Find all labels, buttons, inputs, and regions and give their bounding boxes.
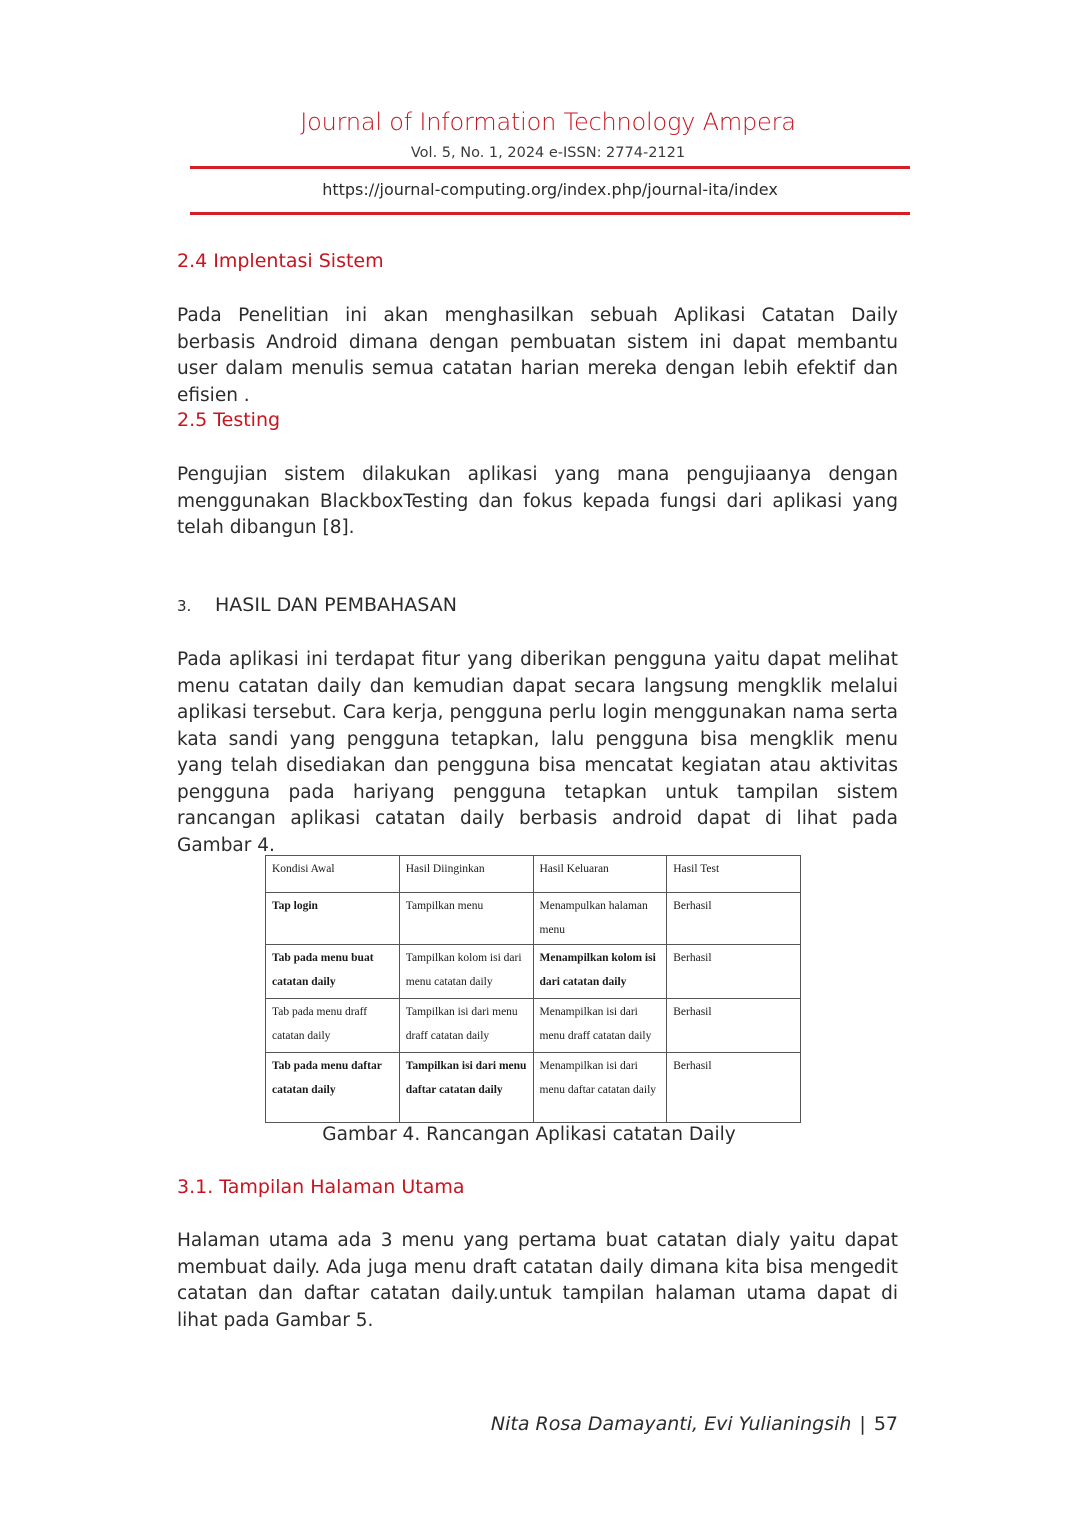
figure-4-table bbox=[265, 855, 801, 1123]
section-3-number: 3. bbox=[177, 597, 192, 615]
table-header-cell: Hasil Keluaran bbox=[533, 856, 667, 893]
table-cell: Menampilkan isi dari menu daftar catatan daily bbox=[533, 1053, 667, 1123]
table-cell: Menampilkan isi dari menu draff catatan daily bbox=[533, 999, 667, 1053]
table-header-cell: Hasil Test bbox=[667, 856, 801, 893]
volume-line: Vol. 5, No. 1, 2024 e-ISSN: 2774-2121 bbox=[410, 145, 686, 161]
table-cell: Berhasil bbox=[667, 1053, 801, 1123]
table-cell: Berhasil bbox=[667, 999, 801, 1053]
journal-title: Journal of Information Technology Ampera bbox=[300, 108, 796, 136]
table-row bbox=[266, 1053, 801, 1123]
table-cell: Tap login bbox=[266, 893, 400, 945]
page-footer bbox=[491, 1413, 898, 1435]
section-3-heading bbox=[177, 594, 457, 616]
section-2-5-text: Pengujian sistem dilakukan aplikasi yang mana pengujiaanya dengan menggunakan BlackboxTesting dan fokus kepada fungsi dari aplikasi yang telah dibangun [8]. bbox=[177, 464, 898, 538]
table-cell: Tampilkan isi dari menu daftar catatan daily bbox=[399, 1053, 533, 1123]
table-cell: Tampilkan kolom isi dari menu catatan daily bbox=[399, 945, 533, 999]
section-3-1-text: Halaman utama ada 3 menu yang pertama buat catatan dialy yaitu dapat membuat daily. Ada juga menu draft catatan daily dimana kita bisa mengedit catatan dan daftar catatan daily.untuk tampilan halaman utama dapat di lihat pada Gambar 5. bbox=[177, 1230, 898, 1331]
header-rule-bottom bbox=[190, 212, 910, 215]
header-rule-top bbox=[190, 166, 910, 169]
table-cell: Menampulkan halaman menu bbox=[533, 893, 667, 945]
figure-4-caption: Gambar 4. Rancangan Aplikasi catatan Daily bbox=[322, 1124, 736, 1145]
table-row bbox=[266, 893, 801, 945]
footer-authors: Nita Rosa Damayanti, Evi Yulianingsih bbox=[490, 1413, 852, 1435]
table-row bbox=[266, 999, 801, 1053]
table-row bbox=[266, 945, 801, 999]
section-2-4-text: Pada Penelitian ini akan menghasilkan sebuah Aplikasi Catatan Daily berbasis Android dimana dengan pembuatan sistem ini dapat membantu user dalam menulis semua catatan harian mereka dengan lebih efektif dan efisien . bbox=[177, 305, 898, 406]
section-3-1-heading: 3.1. Tampilan Halaman Utama bbox=[177, 1176, 465, 1198]
section-2-4-heading: 2.4 Implentasi Sistem bbox=[177, 250, 384, 272]
section-2-5-heading: 2.5 Testing bbox=[177, 409, 281, 431]
table-cell: Berhasil bbox=[667, 893, 801, 945]
table-cell: Tab pada menu draff catatan daily bbox=[266, 999, 400, 1053]
footer-separator: | bbox=[859, 1413, 866, 1435]
table-cell: Menampilkan kolom isi dari catatan daily bbox=[533, 945, 667, 999]
table-header-row bbox=[266, 856, 801, 893]
table-header-cell: Hasil Diinginkan bbox=[399, 856, 533, 893]
table-header-cell: Kondisi Awal bbox=[266, 856, 400, 893]
table-cell: Berhasil bbox=[667, 945, 801, 999]
section-3-title: HASIL DAN PEMBAHASAN bbox=[215, 594, 457, 616]
page-number: 57 bbox=[873, 1413, 898, 1435]
section-3-text: Pada aplikasi ini terdapat fitur yang diberikan pengguna yaitu dapat melihat menu catatan daily dan kemudian dapat secara langsung mengklik melalui aplikasi tersebut. Cara kerja, pengguna perlu login menggunakan nama serta kata sandi yang pengguna tetapkan, lalu pengguna bisa mengklik menu yang telah disediakan dan pengguna bisa mencatat kegiatan atau aktivitas pengguna pada hariyang pengguna tetapkan untuk tampilan sistem rancangan aplikasi catatan daily berbasis android dapat di lihat pada Gambar 4. bbox=[177, 649, 898, 856]
table-cell: Tab pada menu buat catatan daily bbox=[266, 945, 400, 999]
table-cell: Tampilkan menu bbox=[399, 893, 533, 945]
table-cell: Tampilkan isi dari menu draff catatan daily bbox=[399, 999, 533, 1053]
journal-url: https://journal-computing.org/index.php/journal-ita/index bbox=[322, 180, 778, 199]
table-cell: Tab pada menu daftar catatan daily bbox=[266, 1053, 400, 1123]
